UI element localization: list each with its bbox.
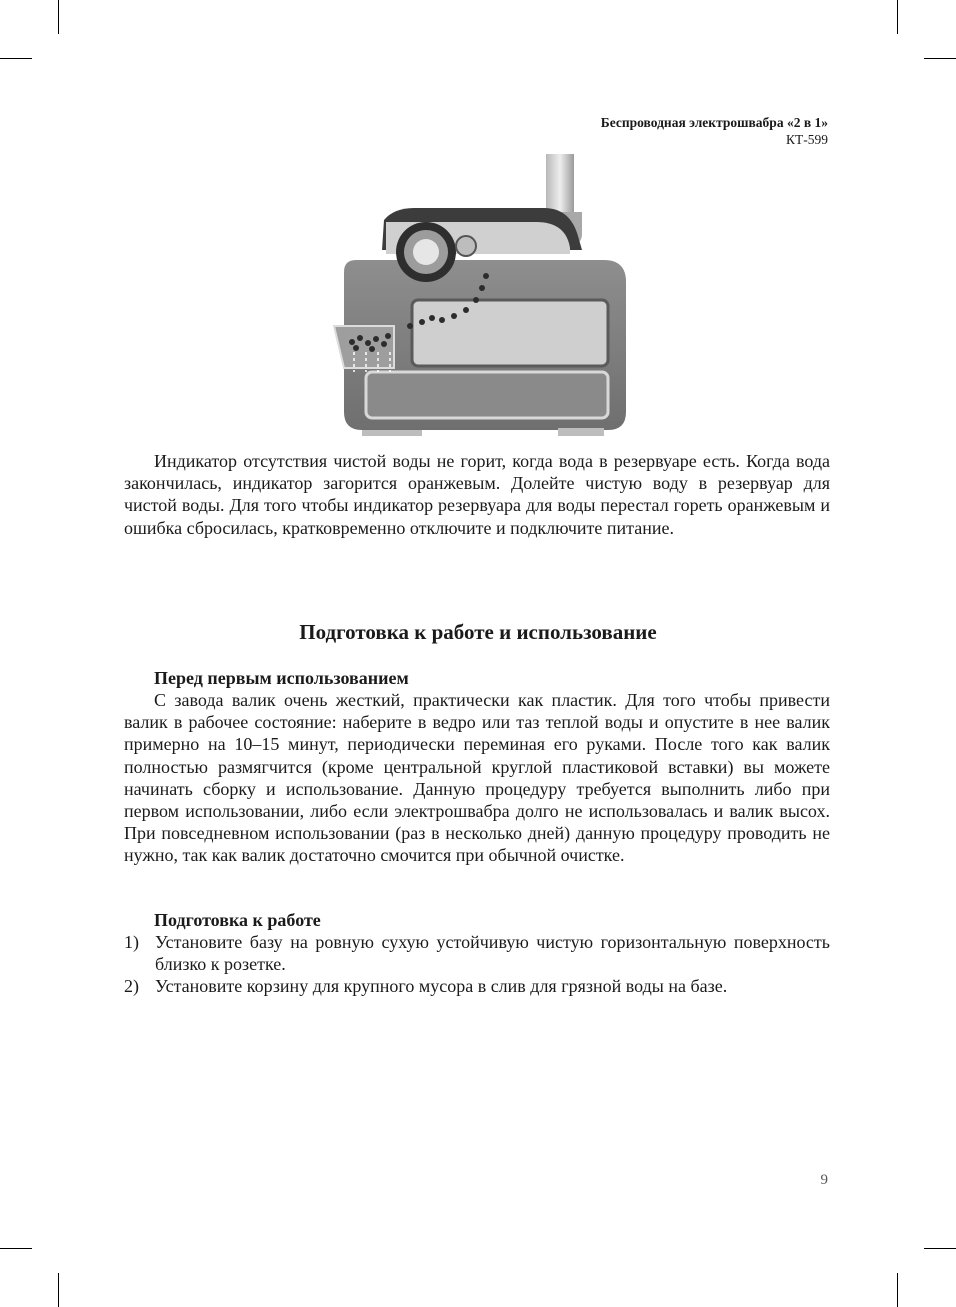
first-use-paragraph: С завода валик очень жесткий, практически как пластик. Для того чтобы привести валик в рабочее состояние: наберите в ведро или таз теплой воды и опустите в нее валик примерно на 10–15 минут, периодически переминая его руками. После того как валик полностью размягчится (кроме центральной круглой пластиковой вставки) вы можете начинать сборку и использование. Данную процедуру требуется выполнить либо при первом использовании, либо если электрошвабра долго не использовалась и валик высох. При повседневном использовании (раз в несколько дней) данную процедуру проводить не нужно, так как валик достаточно смочится при обычной очистке. bbox=[124, 690, 830, 866]
section-heading: Подготовка к работе и использование bbox=[299, 620, 657, 644]
list-item-number: 1) bbox=[124, 932, 139, 952]
list-item bbox=[124, 975, 830, 997]
crop-mark bbox=[58, 1273, 59, 1307]
crop-mark bbox=[897, 1273, 898, 1307]
running-header bbox=[601, 114, 828, 148]
preparation-steps-list bbox=[124, 931, 830, 998]
water-indicator-paragraph: Индикатор отсутствия чистой воды не горит, когда вода в резервуаре есть. Когда вода закончилась, индикатор загорится оранжевым. Долейте чистую воду в резервуар для чистой воды. Для того чтобы индикатор резервуара для воды перестал гореть оранжевым и ошибка сбросилась, кратковременно отключите и подключите питание. bbox=[124, 451, 830, 538]
crop-mark bbox=[0, 1248, 32, 1249]
list-item-text: Установите корзину для крупного мусора в слив для грязной воды на базе. bbox=[155, 976, 728, 997]
list-item-text: Установите базу на ровную сухую устойчивую чистую горизонтальную поверхность близко к розетке. bbox=[155, 932, 830, 975]
list-item-number: 2) bbox=[124, 976, 139, 997]
product-title: Беспроводная электрошвабра «2 в 1» bbox=[600, 115, 828, 130]
crop-mark bbox=[924, 1248, 956, 1249]
product-model: КТ-599 bbox=[786, 132, 828, 147]
list-item bbox=[124, 931, 830, 975]
crop-mark bbox=[58, 0, 59, 34]
crop-mark bbox=[897, 0, 898, 34]
preparation-heading: Подготовка к работе bbox=[154, 910, 321, 930]
page-number: 9 bbox=[820, 1172, 828, 1188]
crop-mark bbox=[0, 58, 32, 59]
crop-mark bbox=[924, 58, 956, 59]
first-use-heading: Перед первым использованием bbox=[154, 668, 409, 688]
cleaning-base-cutaway-illustration bbox=[326, 150, 632, 440]
